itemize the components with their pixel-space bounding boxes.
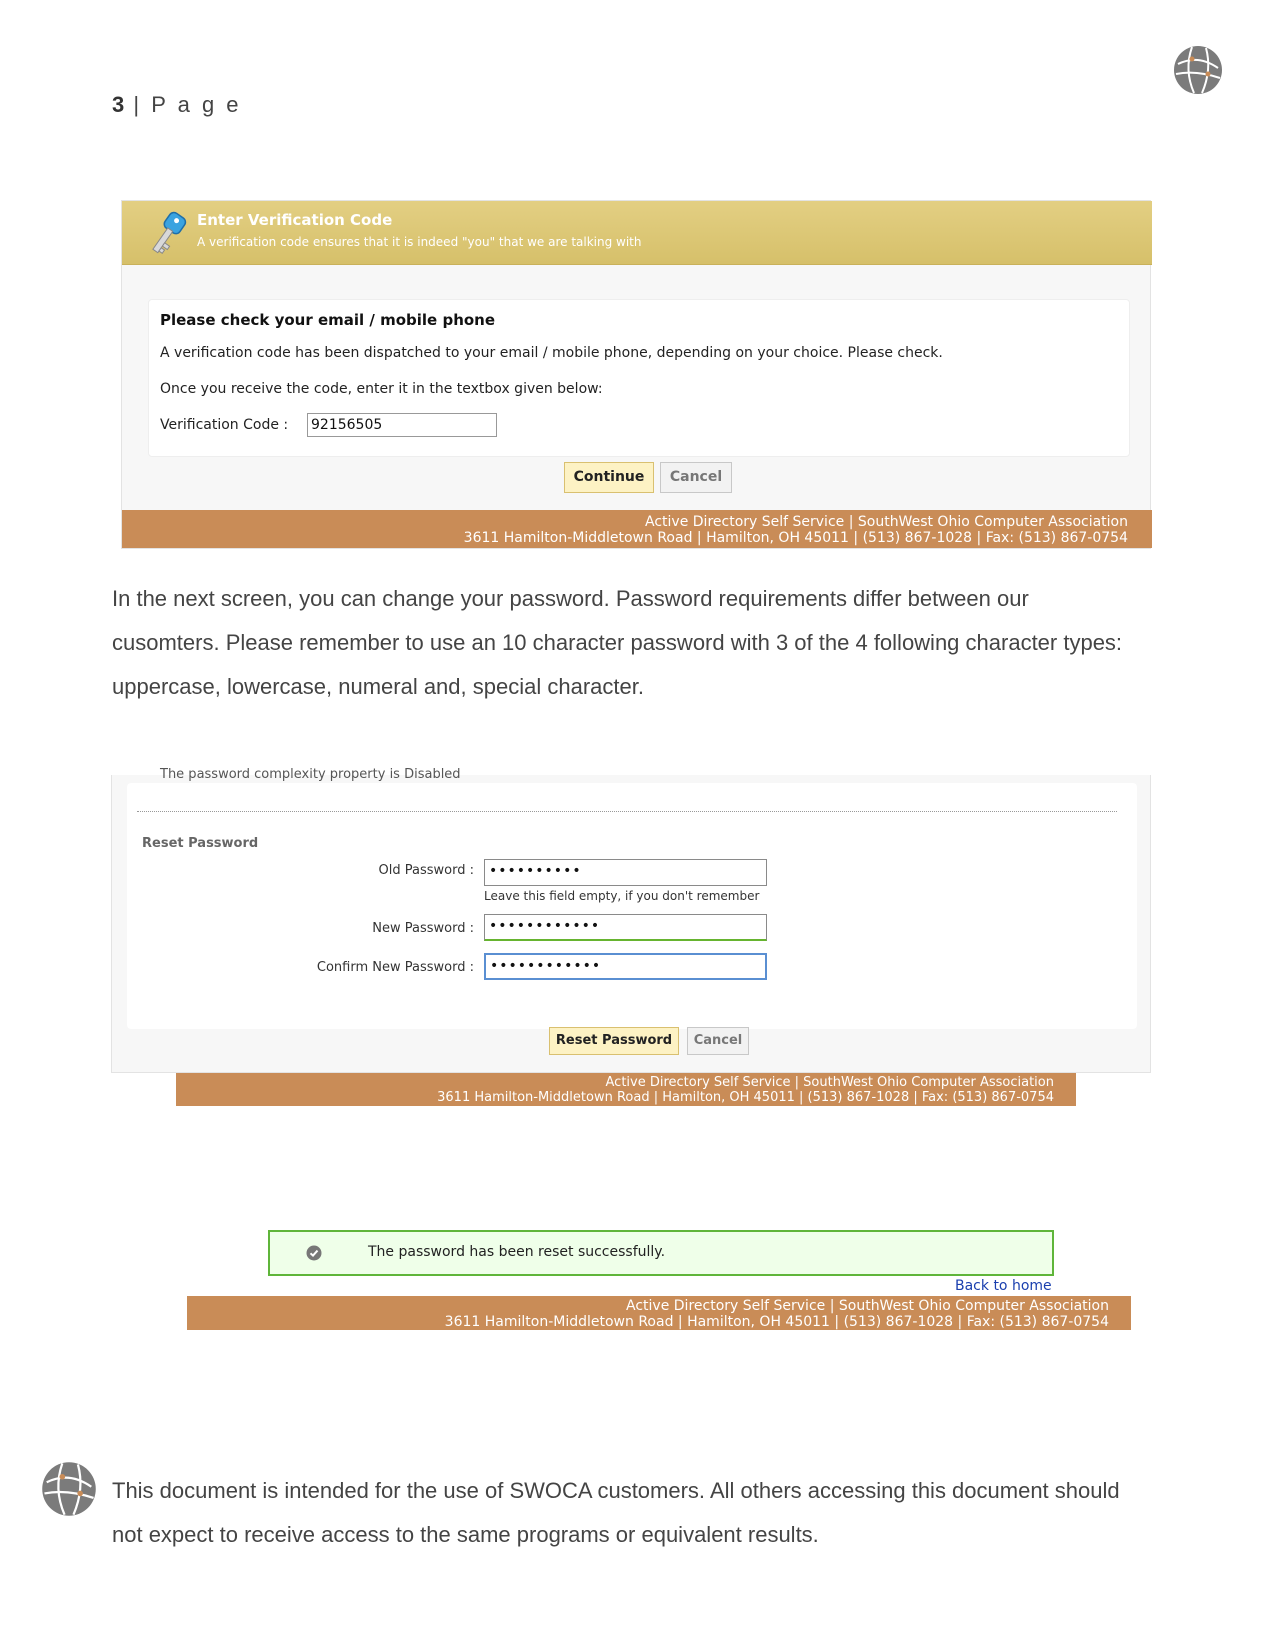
globe-logo-icon [40,1460,98,1518]
reset-password-screenshot [111,767,1151,1073]
old-password-hint: Leave this field empty, if you don't remember [484,889,760,903]
verification-title: Enter Verification Code [197,211,393,229]
new-password-input[interactable]: •••••••••••• [484,914,767,941]
old-password-label: Old Password : [378,863,474,878]
check-circle-icon [306,1245,322,1261]
reset-panel [127,783,1137,1029]
footer-org-line: Active Directory Self Service | SouthWest Ohio Computer Association [645,514,1128,530]
verification-screenshot [121,200,1151,549]
disclaimer-note: This document is intended for the use of SWOCA customers. All others accessing this document should not expect to receive access to the same programs or equivalent results. [112,1478,1120,1547]
page-number: 3 | P a g e [112,92,242,117]
success-message-box [268,1230,1054,1276]
success-footer [187,1296,1131,1330]
complexity-note-cut: The password complexity property is Disabled [160,767,461,782]
confirm-password-label: Confirm New Password : [316,960,474,975]
verification-footer [122,510,1152,548]
verification-dispatched-text: A verification code has been dispatched to your email / mobile phone, depending on your choice. Please check. [160,345,943,361]
key-icon [142,209,190,259]
globe-logo-icon [1172,44,1224,96]
verification-instructions: Once you receive the code, enter it in the textbox given below: [160,381,603,397]
verification-header [122,201,1152,265]
footer-address-line: 3611 Hamilton-Middletown Road | Hamilton, OH 45011 | (513) 867-1028 | Fax: (513) 867-0754 [437,1090,1054,1105]
verification-heading: Please check your email / mobile phone [160,311,496,329]
success-message: The password has been reset successfully. [368,1244,666,1260]
cancel-button[interactable]: Cancel [660,462,732,493]
reset-password-button[interactable]: Reset Password [549,1027,679,1055]
footer-address-line: 3611 Hamilton-Middletown Road | Hamilton, OH 45011 | (513) 867-1028 | Fax: (513) 867-0754 [463,530,1128,546]
old-password-input[interactable]: •••••••••• [484,859,767,886]
reset-cancel-button[interactable]: Cancel [687,1027,749,1055]
footer-address-line: 3611 Hamilton-Middletown Road | Hamilton, OH 45011 | (513) 867-1028 | Fax: (513) 867-0754 [444,1314,1109,1330]
divider [137,811,1117,812]
footer-org-line: Active Directory Self Service | SouthWest Ohio Computer Association [605,1075,1054,1090]
reset-section-title: Reset Password [142,836,259,851]
body-paragraph: In the next screen, you can change your password. Password requirements differ between our cusomters. Please remember to use an 10 character password with 3 of the 4 following character types: uppercase, lowercase, numeral and, special character. [112,586,1123,699]
back-to-home-link[interactable]: Back to home [955,1278,1052,1294]
footer-org-line: Active Directory Self Service | SouthWest Ohio Computer Association [626,1298,1109,1314]
reset-footer [176,1073,1076,1106]
verification-panel [148,299,1130,457]
confirm-password-input[interactable]: •••••••••••• [484,953,767,980]
continue-button[interactable]: Continue [564,462,654,493]
new-password-label: New Password : [372,921,474,936]
verification-code-input[interactable]: 92156505 [307,413,497,437]
verification-code-label: Verification Code : [160,417,289,433]
verification-subtitle: A verification code ensures that it is indeed "you" that we are talking with [197,235,642,249]
